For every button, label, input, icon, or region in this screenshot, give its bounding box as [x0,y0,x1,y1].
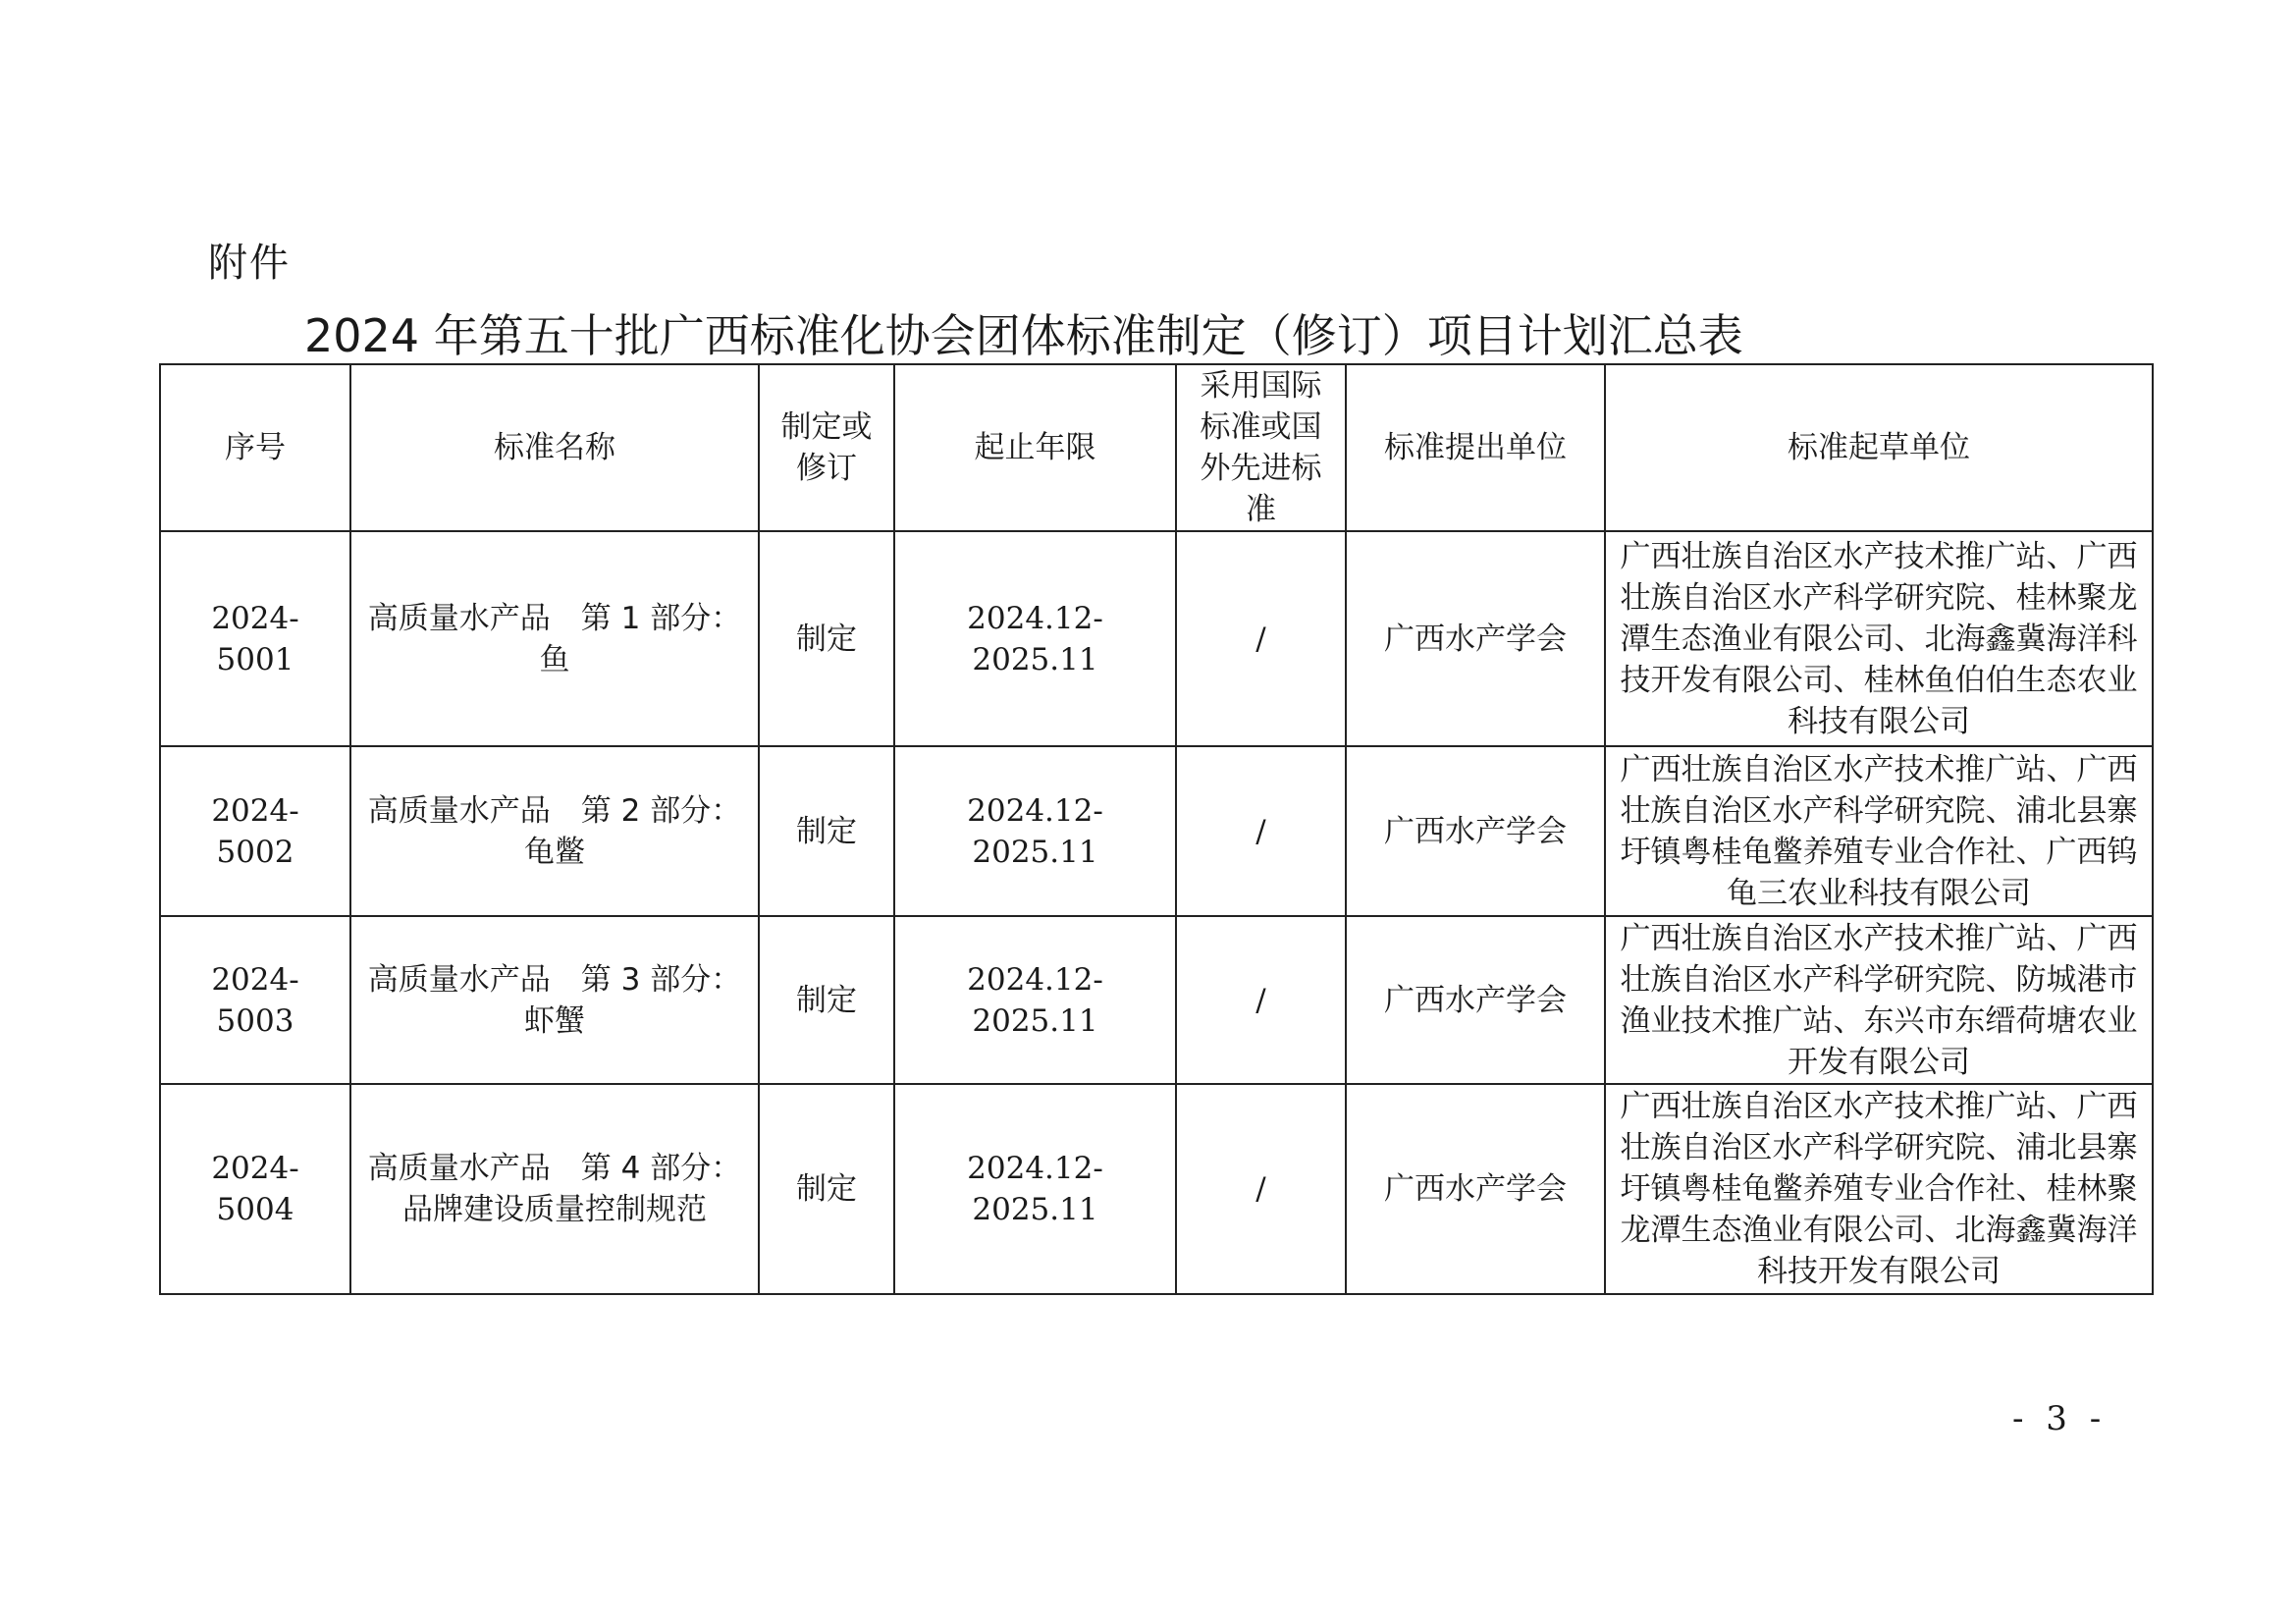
cell-period: 2024.12-2025.11 [894,1084,1176,1294]
cell-period: 2024.12-2025.11 [894,916,1176,1084]
header-serial: 序号 [160,364,350,531]
page-number: - 3 - [2012,1399,2108,1438]
attachment-label: 附件 [208,241,291,286]
cell-serial: 2024-5003 [160,916,350,1084]
table-row [160,531,2153,746]
cell-proposer: 广西水产学会 [1346,916,1605,1084]
table-header-row [160,364,2153,531]
header-adopted-standard: 采用国际标准或国外先进标准 [1176,364,1346,531]
document-title: 2024 年第五十批广西标准化协会团体标准制定（修订）项目计划汇总表 [304,309,1743,362]
cell-adopted: / [1176,531,1346,746]
cell-standard-name: 高质量水产品 第 3 部分：虾蟹 [350,916,759,1084]
table-row [160,916,2153,1084]
cell-period: 2024.12-2025.11 [894,746,1176,916]
cell-standard-name: 高质量水产品 第 4 部分：品牌建设质量控制规范 [350,1084,759,1294]
cell-type: 制定 [759,1084,894,1294]
cell-type: 制定 [759,746,894,916]
cell-type: 制定 [759,916,894,1084]
cell-period: 2024.12-2025.11 [894,531,1176,746]
cell-drafters: 广西壮族自治区水产技术推广站、广西壮族自治区水产科学研究院、防城港市渔业技术推广站、东兴市东缙荷塘农业开发有限公司 [1605,916,2153,1084]
cell-serial: 2024-5004 [160,1084,350,1294]
header-drafters: 标准起草单位 [1605,364,2153,531]
plan-summary-table [159,363,2154,1295]
cell-standard-name: 高质量水产品 第 1 部分：鱼 [350,531,759,746]
cell-drafters: 广西壮族自治区水产技术推广站、广西壮族自治区水产科学研究院、浦北县寨圩镇粤桂龟鳖养殖专业合作社、桂林聚龙潭生态渔业有限公司、北海鑫冀海洋科技开发有限公司 [1605,1084,2153,1294]
cell-adopted: / [1176,746,1346,916]
header-proposer: 标准提出单位 [1346,364,1605,531]
cell-serial: 2024-5001 [160,531,350,746]
cell-adopted: / [1176,916,1346,1084]
cell-proposer: 广西水产学会 [1346,1084,1605,1294]
header-period: 起止年限 [894,364,1176,531]
cell-drafters: 广西壮族自治区水产技术推广站、广西壮族自治区水产科学研究院、桂林聚龙潭生态渔业有限公司、北海鑫冀海洋科技开发有限公司、桂林鱼伯伯生态农业科技有限公司 [1605,531,2153,746]
cell-adopted: / [1176,1084,1346,1294]
cell-proposer: 广西水产学会 [1346,531,1605,746]
cell-proposer: 广西水产学会 [1346,746,1605,916]
cell-type: 制定 [759,531,894,746]
cell-drafters: 广西壮族自治区水产技术推广站、广西壮族自治区水产科学研究院、浦北县寨圩镇粤桂龟鳖养殖专业合作社、广西钨龟三农业科技有限公司 [1605,746,2153,916]
table-row [160,1084,2153,1294]
cell-serial: 2024-5002 [160,746,350,916]
header-type: 制定或修订 [759,364,894,531]
header-standard-name: 标准名称 [350,364,759,531]
cell-standard-name: 高质量水产品 第 2 部分：龟鳖 [350,746,759,916]
table-row [160,746,2153,916]
